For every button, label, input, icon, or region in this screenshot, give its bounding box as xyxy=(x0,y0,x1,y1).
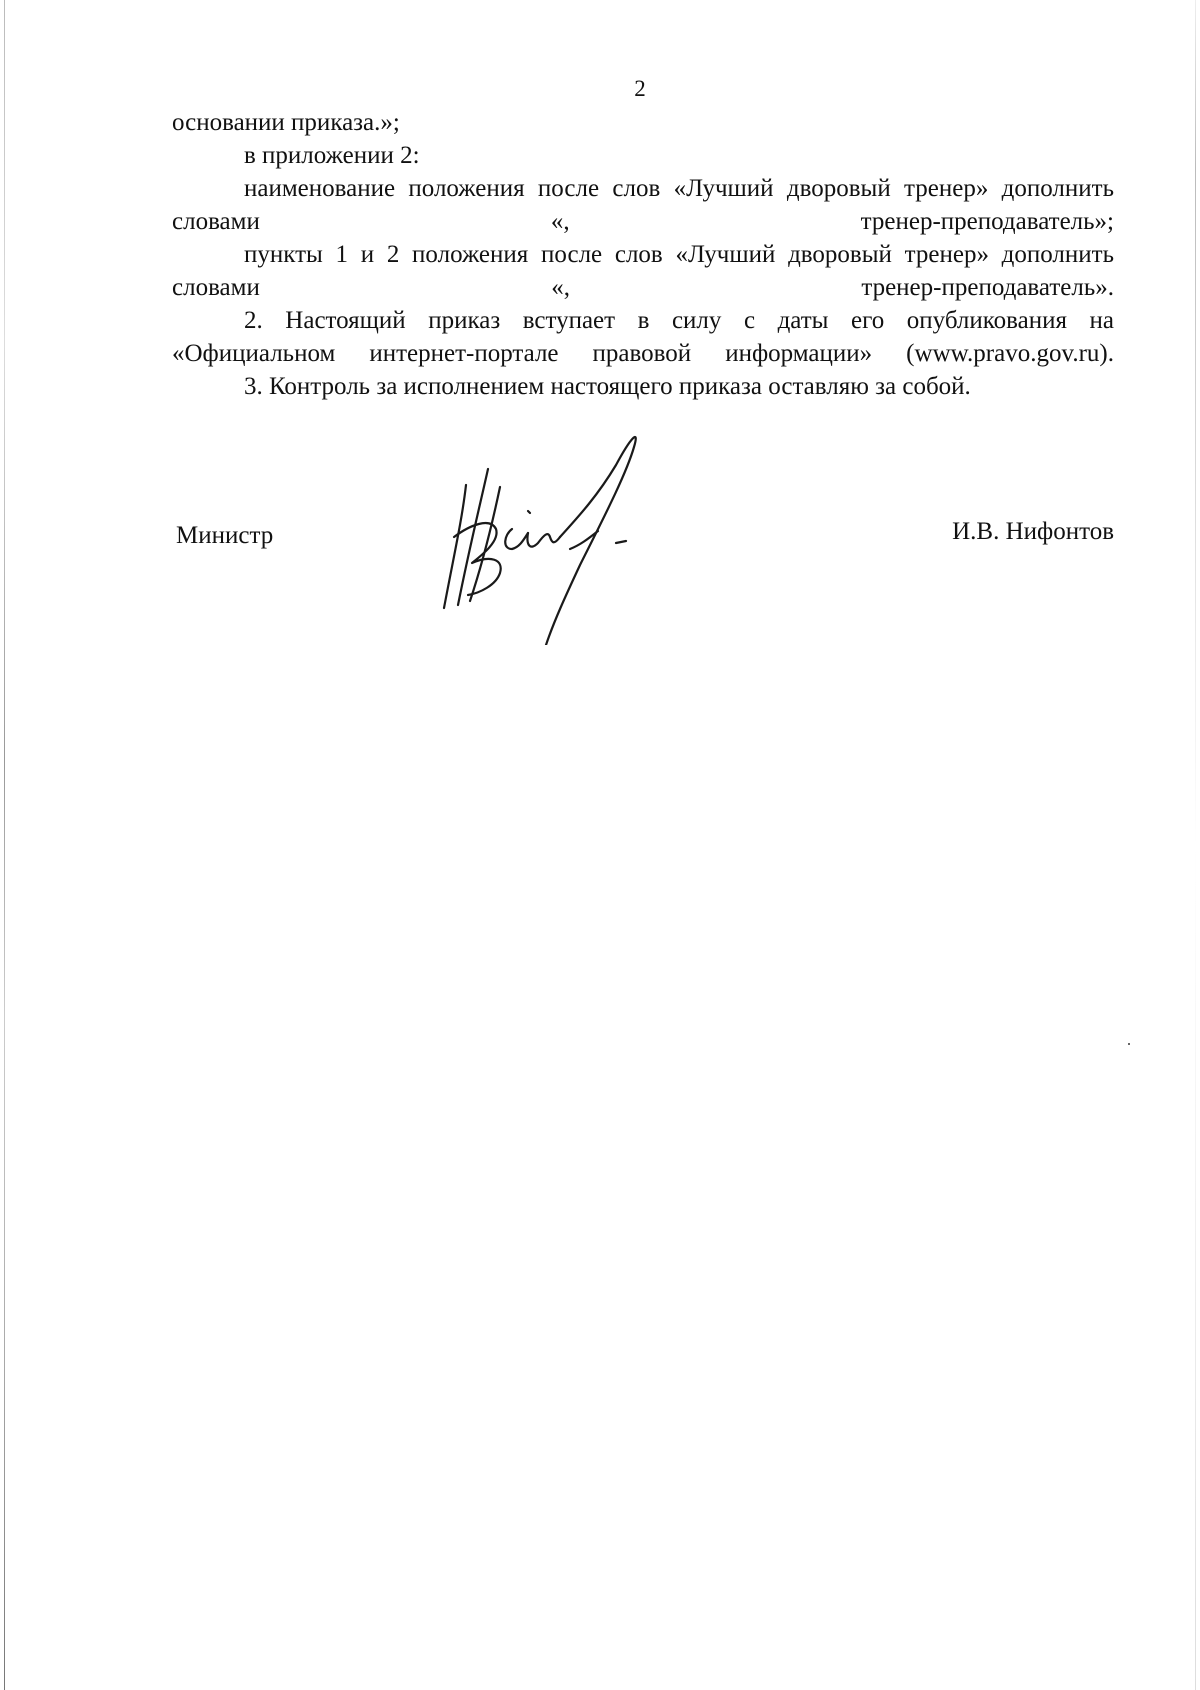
paragraph-control: 3. Контроль за исполнением настоящего приказа оставляю за собой. xyxy=(244,373,971,400)
paragraph-effective-date: 2. Настоящий приказ вступает в силу с даты его опубликования на «Официальном интернет-портале правовой информации» (www.pravo.gov.ru). xyxy=(172,307,1114,367)
paragraph-title-amendment: наименование положения после слов «Лучший дворовый тренер» дополнить словами «, тренер-преподаватель»; xyxy=(172,175,1114,235)
paragraph-continuation: основании приказа.»; xyxy=(172,109,400,136)
document-body xyxy=(172,106,1114,403)
page-number: 2 xyxy=(634,76,646,101)
handwritten-signature xyxy=(430,425,690,645)
paragraph-items-amendment: пункты 1 и 2 положения после слов «Лучший дворовый тренер» дополнить словами «, тренер-преподаватель». xyxy=(172,241,1114,301)
scan-speck xyxy=(1128,1043,1130,1045)
signatory-name: И.В. Нифонтов xyxy=(952,518,1114,545)
signatory-title: Министр xyxy=(176,522,274,549)
scan-right-edge xyxy=(1195,0,1196,1690)
scan-left-edge xyxy=(4,0,5,1690)
paragraph-appendix-heading: в приложении 2: xyxy=(244,142,420,169)
